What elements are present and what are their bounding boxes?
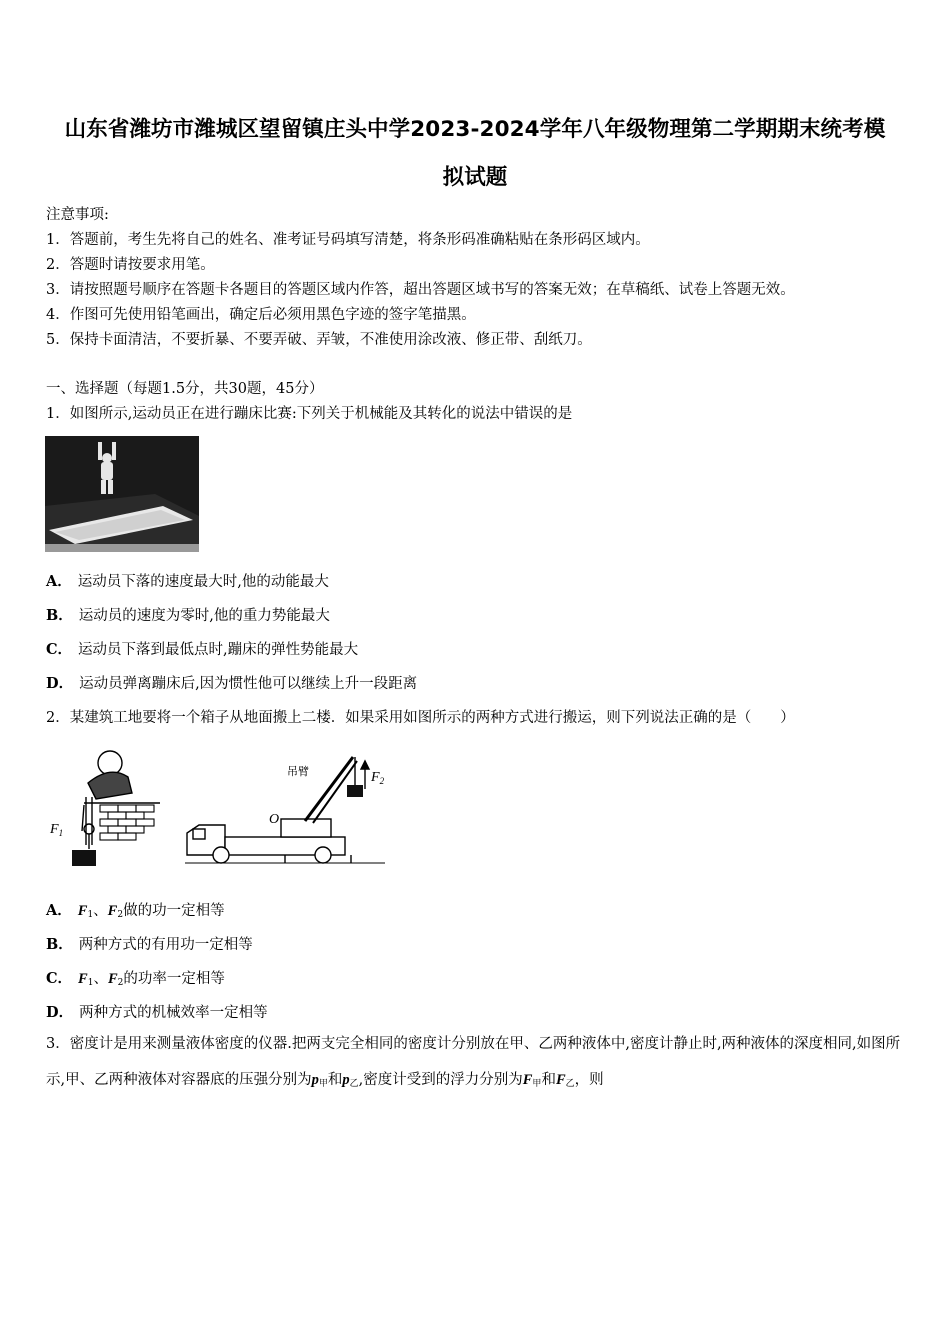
trampoline-photo xyxy=(45,436,199,552)
q2-option-c[interactable]: C． $F_1$、$F_2$的功率一定相等 xyxy=(46,970,225,988)
pulley-worker-figure xyxy=(48,745,166,870)
f1-label: $F_1$ xyxy=(50,822,64,838)
f2-label: $F_2$ xyxy=(371,770,385,786)
q1-option-c[interactable]: C． 运动员下落到最低点时,蹦床的弹性势能最大 xyxy=(46,641,359,658)
q1-option-d[interactable]: D． 运动员弹离蹦床后,因为惯性他可以继续上升一段距离 xyxy=(46,675,418,692)
notice-item-4: 4．作图可先使用铅笔画出，确定后必须用黑色字迹的签字笔描黑。 xyxy=(46,307,476,323)
q2-option-b[interactable]: B． 两种方式的有用功一定相等 xyxy=(46,936,253,953)
pivot-o-label: O xyxy=(269,812,280,827)
notice-item-2: 2．答题时请按要求用笔。 xyxy=(46,257,215,273)
question-1-stem: 1．如图所示,运动员正在进行蹦床比赛:下列关于机械能及其转化的说法中错误的是 xyxy=(46,406,573,422)
section-heading-choice: 一、选择题（每题1.5分，共30题，45分） xyxy=(46,381,324,397)
crane-arm-label: 吊臂 xyxy=(287,765,309,778)
page-title-line-2: 拟试题 xyxy=(442,165,508,190)
q2-option-a[interactable]: A． $F_1$、$F_2$做的功一定相等 xyxy=(46,902,225,920)
q1-option-b[interactable]: B． 运动员的速度为零时,他的重力势能最大 xyxy=(46,607,330,624)
notice-item-5: 5．保持卡面清洁，不要折暴、不要弄破、弄皱，不准使用涂改液、修正带、刮纸刀。 xyxy=(46,332,592,348)
notice-item-1: 1．答题前，考生先将自己的姓名、准考证号码填写清楚，将条形码准确粘贴在条形码区域内。 xyxy=(46,232,650,248)
notice-item-3: 3．请按照题号顺序在答题卡各题目的答题区域内作答，超出答题区域书写的答案无效；在草稿纸、试卷上答题无效。 xyxy=(46,282,795,298)
question-2-stem: 2．某建筑工地要将一个箱子从地面搬上二楼．如果采用如图所示的两种方式进行搬运，则下列说法正确的是（ ） xyxy=(46,710,795,726)
question-3-stem: 3．密度计是用来测量液体密度的仪器.把两支完全相同的密度计分别放在甲、乙两种液体中,密度计静止时,两种液体的深度相同,如图所示,甲、乙两种液体对容器底的压强分别为$p_甲$和$p_乙$,密度计受到的浮力分别为$F_甲$和$F_乙$，则 xyxy=(46,1036,901,1089)
crane-truck-figure xyxy=(185,745,385,870)
notice-heading: 注意事项: xyxy=(46,207,109,223)
q1-option-a[interactable]: A． 运动员下落的速度最大时,他的动能最大 xyxy=(46,573,329,590)
q2-option-d[interactable]: D． 两种方式的机械效率一定相等 xyxy=(46,1004,268,1021)
page-title-line-1: 山东省潍坊市潍城区望留镇庄头中学2023-2024学年八年级物理第二学期期末统考模 xyxy=(64,117,886,142)
